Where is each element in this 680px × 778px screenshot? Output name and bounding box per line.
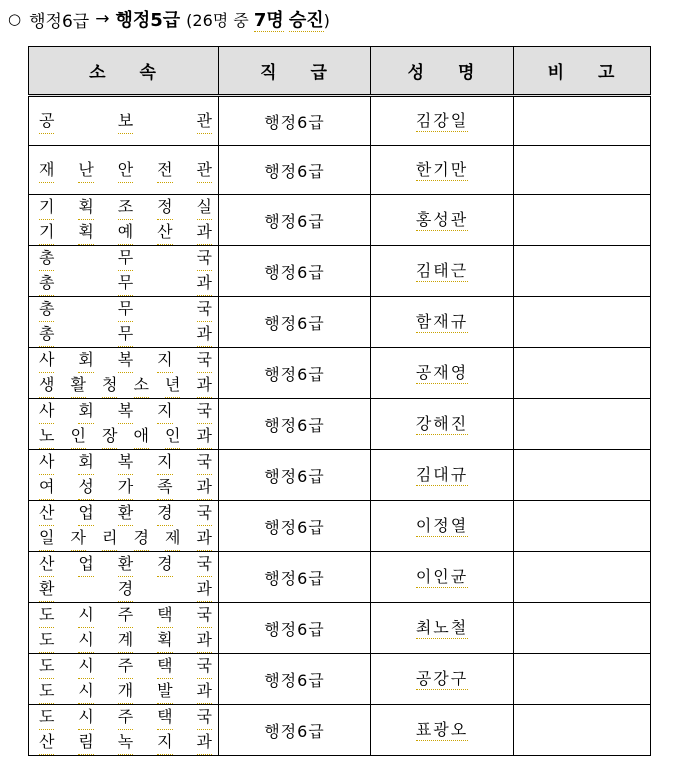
dept-char: 경 (134, 526, 149, 551)
dept-cell (29, 501, 219, 552)
dept-char: 관 (197, 158, 212, 183)
dept-char: 과 (197, 526, 212, 551)
dept-char: 총 (39, 297, 54, 322)
note-cell (514, 297, 651, 348)
header-rank: 직 급 (219, 47, 371, 96)
dept-char: 발 (157, 679, 172, 704)
dept-char: 자 (71, 526, 86, 551)
dept-char: 지 (157, 399, 172, 424)
rank-cell (219, 705, 371, 756)
dept-char: 기 (39, 220, 54, 245)
dept-line (39, 373, 212, 398)
table-row (29, 96, 651, 146)
dept-char: 업 (78, 501, 93, 526)
person-name: 함재규 (415, 311, 469, 331)
dept-char: 안 (118, 158, 133, 183)
dept-line (39, 603, 212, 628)
dept-char: 보 (118, 109, 133, 134)
dept-char: 시 (78, 628, 93, 653)
dept-char: 시 (78, 705, 93, 730)
to-rank: 행정5급 (115, 10, 181, 31)
dept-char: 일 (39, 526, 54, 551)
rank-text: 행정6급 (264, 721, 325, 741)
dept-char: 실 (197, 195, 212, 220)
dept-char: 지 (157, 730, 172, 755)
dept-char: 환 (39, 577, 54, 602)
dept-char: 산 (39, 552, 54, 577)
dept-char: 복 (118, 399, 133, 424)
table-row (29, 654, 651, 705)
dept-cell (29, 246, 219, 297)
rank-text: 행정6급 (264, 262, 325, 282)
person-name: 이인균 (415, 566, 469, 586)
table-row (29, 146, 651, 195)
dept-char: 과 (197, 730, 212, 755)
dept-char: 녹 (118, 730, 133, 755)
note-cell (514, 146, 651, 195)
dept-char: 국 (197, 450, 212, 475)
dept-char: 시 (78, 679, 93, 704)
name-cell (371, 450, 514, 501)
dept-char: 시 (78, 603, 93, 628)
rank-cell (219, 146, 371, 195)
dept-char: 개 (118, 679, 133, 704)
person-name: 김대규 (415, 464, 469, 484)
person-name: 공재영 (415, 362, 469, 382)
dept-char: 국 (197, 399, 212, 424)
dept-line (39, 158, 212, 183)
dept-char: 과 (197, 373, 212, 398)
rank-text: 행정6급 (264, 568, 325, 588)
dept-char: 회 (78, 348, 93, 373)
dept-line (39, 399, 212, 424)
dept-cell (29, 146, 219, 195)
table-row (29, 603, 651, 654)
dept-line (39, 322, 212, 347)
dept-line (39, 730, 212, 755)
note-cell (514, 195, 651, 246)
dept-char: 과 (197, 424, 212, 449)
rank-cell (219, 348, 371, 399)
dept-char: 국 (197, 654, 212, 679)
dept-line (39, 271, 212, 296)
note-cell (514, 705, 651, 756)
dept-char: 생 (39, 373, 54, 398)
dept-char: 총 (39, 246, 54, 271)
note-cell (514, 603, 651, 654)
dept-char: 과 (197, 679, 212, 704)
header-dept: 소 속 (29, 47, 219, 96)
note-cell (514, 552, 651, 603)
note-cell (514, 348, 651, 399)
dept-char: 과 (197, 220, 212, 245)
dept-line (39, 450, 212, 475)
dept-char: 택 (157, 654, 172, 679)
dept-char: 기 (39, 195, 54, 220)
dept-line (39, 424, 212, 449)
name-cell (371, 399, 514, 450)
name-cell (371, 246, 514, 297)
dept-char: 국 (197, 246, 212, 271)
dept-char: 리 (102, 526, 117, 551)
dept-cell (29, 399, 219, 450)
dept-char: 시 (78, 654, 93, 679)
dept-char: 회 (78, 450, 93, 475)
dept-char: 난 (78, 158, 93, 183)
dept-char: 국 (197, 705, 212, 730)
dept-char: 조 (118, 195, 133, 220)
right-arrow-icon: → (95, 9, 110, 29)
table-row (29, 552, 651, 603)
dept-char: 관 (197, 109, 212, 134)
dept-cell (29, 552, 219, 603)
dept-char: 장 (102, 424, 117, 449)
dept-char: 소 (134, 373, 149, 398)
dept-char: 과 (197, 322, 212, 347)
dept-char: 획 (78, 220, 93, 245)
dept-char: 총 (39, 271, 54, 296)
summary-open: (26명 중 (186, 11, 249, 30)
name-cell (371, 297, 514, 348)
dept-char: 획 (157, 628, 172, 653)
dept-cell (29, 297, 219, 348)
dept-char: 환 (118, 552, 133, 577)
dept-char: 도 (39, 628, 54, 653)
note-cell (514, 501, 651, 552)
dept-char: 국 (197, 297, 212, 322)
person-name: 김강일 (415, 110, 469, 130)
table-row (29, 705, 651, 756)
dept-char: 과 (197, 628, 212, 653)
rank-text: 행정6급 (264, 112, 325, 132)
from-rank: 행정6급 (29, 11, 90, 32)
dept-char: 국 (197, 603, 212, 628)
dept-char: 가 (118, 475, 133, 500)
rank-text: 행정6급 (264, 517, 325, 537)
dept-char: 공 (39, 109, 54, 134)
promoted-count: 7명 (253, 10, 284, 31)
dept-char: 성 (78, 475, 93, 500)
dept-char: 국 (197, 348, 212, 373)
dept-line (39, 628, 212, 653)
rank-cell (219, 552, 371, 603)
dept-char: 지 (157, 450, 172, 475)
dept-line (39, 705, 212, 730)
table-row (29, 297, 651, 348)
dept-char: 사 (39, 450, 54, 475)
dept-char: 복 (118, 450, 133, 475)
rank-cell (219, 246, 371, 297)
dept-line (39, 679, 212, 704)
dept-line (39, 109, 212, 134)
dept-char: 경 (157, 501, 172, 526)
dept-line (39, 475, 212, 500)
dept-char: 사 (39, 399, 54, 424)
dept-line (39, 577, 212, 602)
note-cell (514, 450, 651, 501)
dept-line (39, 220, 212, 245)
rank-text: 행정6급 (264, 364, 325, 384)
name-cell (371, 501, 514, 552)
name-cell (371, 654, 514, 705)
dept-char: 노 (39, 424, 54, 449)
dept-char: 무 (118, 322, 133, 347)
rank-cell (219, 603, 371, 654)
name-cell (371, 195, 514, 246)
dept-char: 예 (118, 220, 133, 245)
dept-char: 무 (118, 271, 133, 296)
circle-bullet-icon: ○ (8, 10, 22, 28)
dept-cell (29, 654, 219, 705)
dept-char: 산 (39, 501, 54, 526)
dept-char: 과 (197, 271, 212, 296)
dept-char: 무 (118, 297, 133, 322)
person-name: 표광오 (415, 719, 469, 739)
dept-line (39, 246, 212, 271)
dept-char: 택 (157, 705, 172, 730)
dept-line (39, 526, 212, 551)
dept-char: 과 (197, 475, 212, 500)
dept-char: 여 (39, 475, 54, 500)
note-cell (514, 399, 651, 450)
person-name: 홍성관 (415, 209, 469, 229)
dept-cell (29, 195, 219, 246)
dept-cell (29, 603, 219, 654)
name-cell (371, 603, 514, 654)
dept-line (39, 501, 212, 526)
dept-char: 림 (78, 730, 93, 755)
name-cell (371, 96, 514, 146)
rank-cell (219, 501, 371, 552)
rank-cell (219, 195, 371, 246)
person-name: 한기만 (415, 159, 469, 179)
rank-cell (219, 399, 371, 450)
table-row (29, 399, 651, 450)
summary-close: ) (323, 11, 330, 30)
dept-char: 사 (39, 348, 54, 373)
dept-line (39, 552, 212, 577)
dept-char: 경 (157, 552, 172, 577)
rank-cell (219, 654, 371, 705)
dept-char: 주 (118, 654, 133, 679)
rank-cell (219, 297, 371, 348)
rank-text: 행정6급 (264, 415, 325, 435)
dept-char: 전 (157, 158, 172, 183)
table-row (29, 246, 651, 297)
dept-char: 환 (118, 501, 133, 526)
person-name: 이정열 (415, 515, 469, 535)
promoted-word: 승진 (288, 10, 324, 31)
dept-char: 경 (118, 577, 133, 602)
dept-char: 주 (118, 705, 133, 730)
dept-char: 복 (118, 348, 133, 373)
dept-cell (29, 96, 219, 146)
promotion-summary (186, 6, 330, 32)
dept-char: 산 (157, 220, 172, 245)
dept-char: 족 (157, 475, 172, 500)
note-cell (514, 654, 651, 705)
rank-text: 행정6급 (264, 619, 325, 639)
header-name: 성 명 (371, 47, 514, 96)
dept-char: 도 (39, 654, 54, 679)
dept-char: 국 (197, 501, 212, 526)
dept-char: 과 (197, 577, 212, 602)
name-cell (371, 705, 514, 756)
table-row (29, 195, 651, 246)
dept-char: 주 (118, 603, 133, 628)
dept-line (39, 297, 212, 322)
dept-char: 계 (118, 628, 133, 653)
header-note: 비 고 (514, 47, 651, 96)
name-cell (371, 146, 514, 195)
dept-char: 년 (165, 373, 180, 398)
person-name: 김태근 (415, 260, 469, 280)
dept-char: 지 (157, 348, 172, 373)
dept-line (39, 654, 212, 679)
dept-char: 회 (78, 399, 93, 424)
rank-text: 행정6급 (264, 670, 325, 690)
table-row (29, 450, 651, 501)
rank-text: 행정6급 (264, 313, 325, 333)
dept-char: 정 (157, 195, 172, 220)
dept-cell (29, 705, 219, 756)
dept-char: 활 (71, 373, 86, 398)
dept-char: 획 (78, 195, 93, 220)
promotion-heading (8, 6, 330, 32)
note-cell (514, 96, 651, 146)
dept-char: 제 (165, 526, 180, 551)
dept-char: 애 (134, 424, 149, 449)
table-row (29, 501, 651, 552)
dept-cell (29, 450, 219, 501)
person-name: 최노철 (415, 617, 469, 637)
note-cell (514, 246, 651, 297)
dept-char: 국 (197, 552, 212, 577)
dept-char: 도 (39, 603, 54, 628)
promotion-table (28, 46, 651, 756)
person-name: 강해진 (415, 413, 469, 433)
dept-char: 무 (118, 246, 133, 271)
dept-char: 재 (39, 158, 54, 183)
name-cell (371, 348, 514, 399)
name-cell (371, 552, 514, 603)
dept-line (39, 195, 212, 220)
dept-char: 인 (71, 424, 86, 449)
dept-char: 업 (78, 552, 93, 577)
dept-char: 택 (157, 603, 172, 628)
table-row (29, 348, 651, 399)
dept-cell (29, 348, 219, 399)
person-name: 공강구 (415, 668, 469, 688)
dept-line (39, 348, 212, 373)
rank-text: 행정6급 (264, 466, 325, 486)
dept-char: 총 (39, 322, 54, 347)
rank-text: 행정6급 (264, 161, 325, 181)
rank-text: 행정6급 (264, 211, 325, 231)
table-header-row (29, 47, 651, 96)
dept-char: 청 (102, 373, 117, 398)
dept-char: 산 (39, 730, 54, 755)
dept-char: 인 (165, 424, 180, 449)
rank-cell (219, 450, 371, 501)
rank-cell (219, 96, 371, 146)
dept-char: 도 (39, 705, 54, 730)
dept-char: 도 (39, 679, 54, 704)
